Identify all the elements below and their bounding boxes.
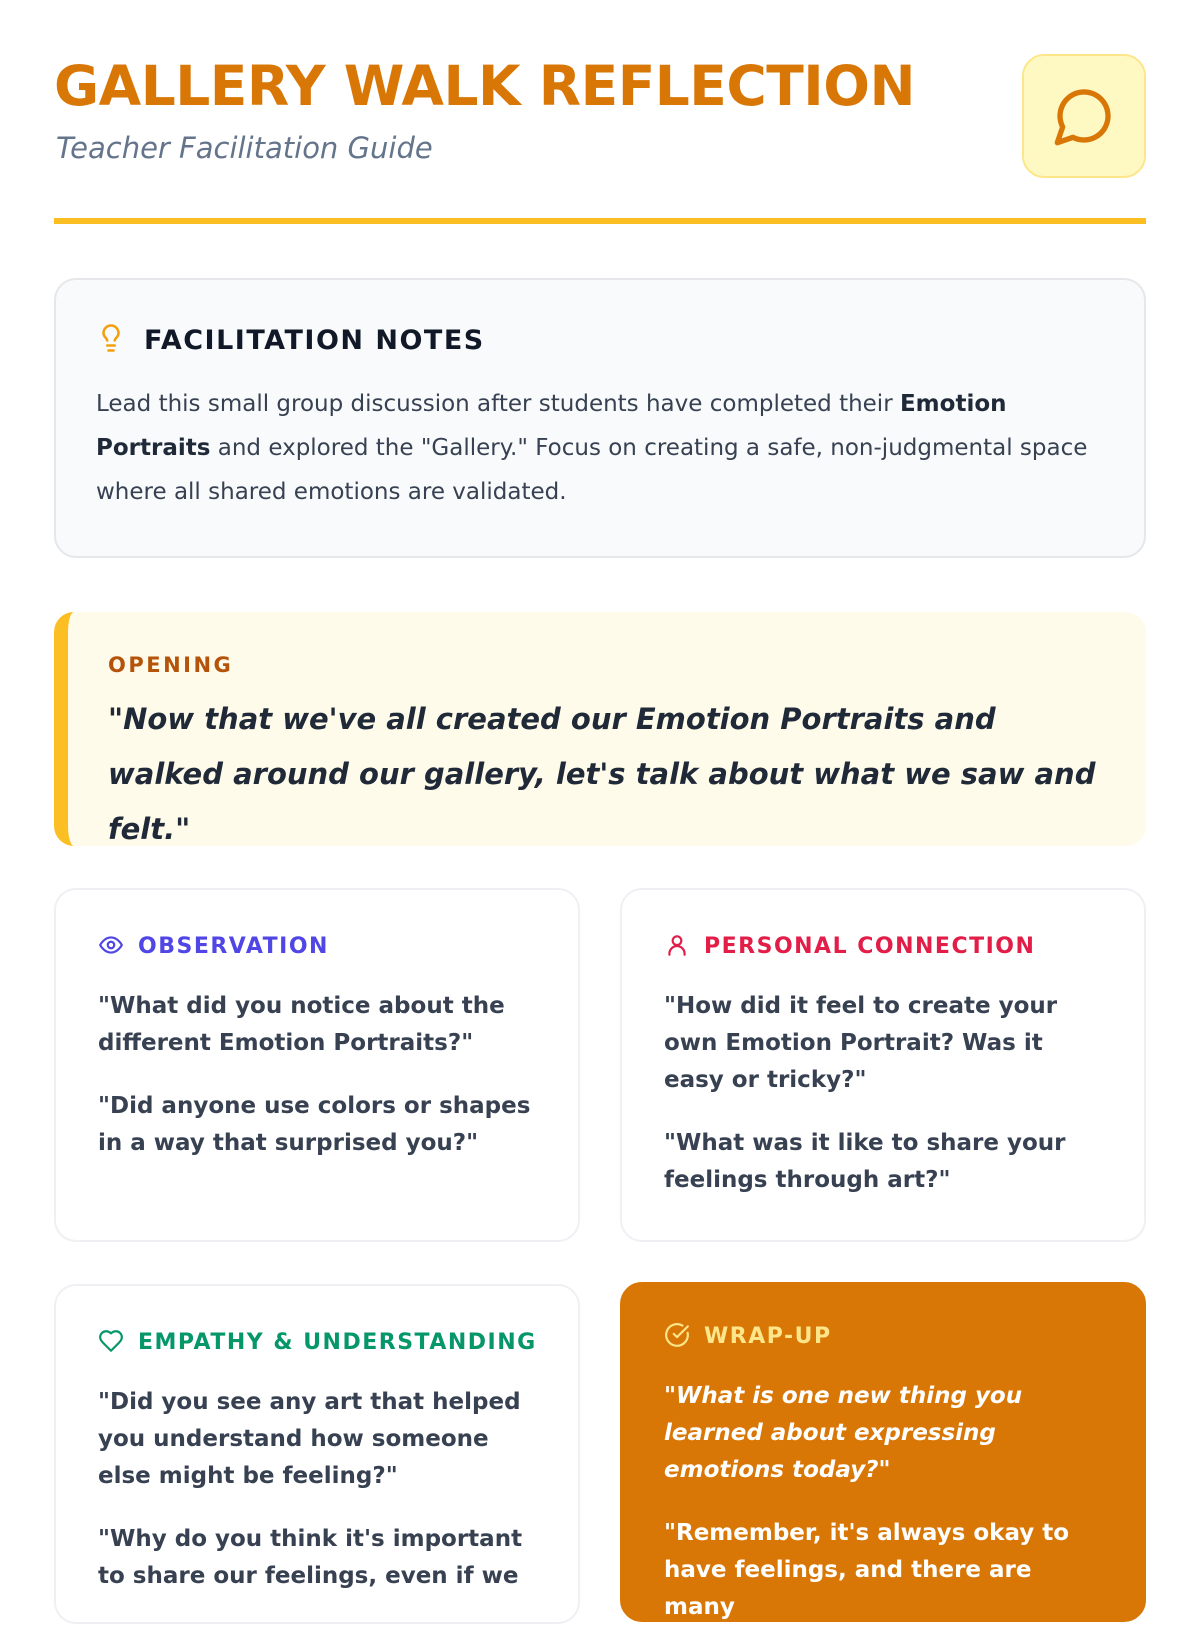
opening-quote: "Now that we've all created our Emotion Portraits and walked around our gallery, let's talk about what we saw and felt." — [108, 702, 1096, 846]
opening-section — [54, 612, 1146, 846]
personal-connection-card — [620, 888, 1146, 1242]
opening-label: OPENING — [108, 653, 234, 677]
question: "Why do you think it's important to share our feelings, even if we — [98, 1526, 523, 1589]
card-header — [98, 932, 538, 962]
observation-card — [54, 888, 580, 1242]
wrap-up-card — [620, 1282, 1146, 1622]
check-circle-icon — [664, 1322, 690, 1352]
chat-bubble-icon — [1022, 54, 1146, 178]
card-header — [664, 932, 1104, 962]
notes-text-emphasis: Emotion Portraits — [96, 391, 1007, 461]
question: "Did you see any art that helped you understand how someone else might be feeling?" — [98, 1389, 521, 1489]
question: "Remember, it's always okay to have feelings, and there are many — [664, 1520, 1070, 1620]
facilitation-notes-header — [96, 320, 1104, 360]
card-header — [98, 1328, 538, 1358]
page-header — [54, 54, 1146, 224]
page-title: GALLERY WALK REFLECTION — [54, 54, 916, 118]
facilitation-notes-label: FACILITATION NOTES — [144, 324, 485, 356]
page-subtitle: Teacher Facilitation Guide — [56, 131, 433, 165]
facilitation-notes-text — [96, 382, 1104, 514]
notes-text-part: and explored the "Gallery." Focus on creating a safe, non-judgmental space where all shared emotions are validated. — [96, 435, 1088, 505]
lightbulb-icon — [96, 323, 126, 357]
card-label: WRAP-UP — [704, 1324, 832, 1349]
eye-icon — [98, 932, 124, 962]
question: "Did anyone use colors or shapes in a way that surprised you?" — [98, 1093, 531, 1156]
question: "What was it like to share your feelings through art?" — [664, 1130, 1066, 1193]
facilitation-notes — [54, 278, 1146, 558]
empathy-card — [54, 1284, 580, 1624]
card-label: OBSERVATION — [138, 934, 329, 959]
question: "What is one new thing you learned about expressing emotions today?" — [664, 1383, 1023, 1483]
notes-text-part: Lead this small group discussion after students have completed their — [96, 391, 900, 417]
question: "How did it feel to create your own Emotion Portrait? Was it easy or tricky?" — [664, 993, 1058, 1093]
heart-icon — [98, 1328, 124, 1358]
card-label: EMPATHY & UNDERSTANDING — [138, 1330, 537, 1355]
card-label: PERSONAL CONNECTION — [704, 934, 1036, 959]
person-icon — [664, 932, 690, 962]
question: "What did you notice about the different Emotion Portraits?" — [98, 993, 505, 1056]
card-header — [664, 1322, 1104, 1352]
